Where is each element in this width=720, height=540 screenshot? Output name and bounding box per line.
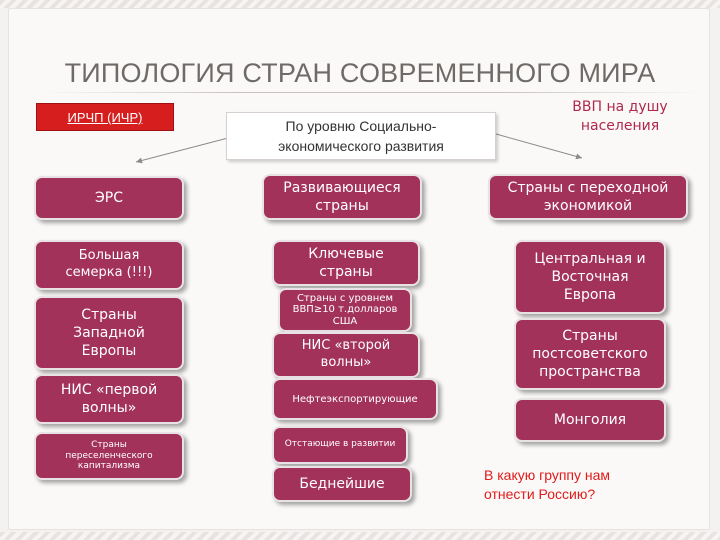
box-western-europe: Страны Западной Европы	[34, 296, 184, 370]
box-big-seven: Большая семерка (!!!)	[34, 240, 184, 290]
box-settler-capitalism: Страны переселенческого капитализма	[34, 432, 184, 480]
box-transition-economies: Страны с переходной экономикой	[488, 174, 688, 220]
arrow-left	[136, 138, 228, 162]
question-russia: В какую группу нам отнести Россию?	[484, 467, 611, 502]
box-lagging-behind: Отстающие в развитии	[272, 426, 408, 464]
box-central-eastern-europe: Центральная и Восточная Европа	[514, 240, 666, 314]
box-nic-second-wave: НИС «второй волны»	[272, 332, 420, 378]
header-socio-economic: По уровню Социально- экономического развития	[226, 112, 496, 160]
box-key-countries: Ключевые страны	[272, 240, 420, 286]
box-post-soviet-space: Страны постсоветского пространства	[514, 318, 666, 390]
slide-title: ТИПОЛОГИЯ СТРАН СОВРЕМЕННОГО МИРА	[64, 58, 656, 88]
header-gdp-per-capita: ВВП на душу населения	[572, 99, 668, 134]
arrow-right	[496, 134, 582, 158]
box-poorest: Беднейшие	[272, 466, 412, 502]
header-hdi: ИРЧП (ИЧР)	[36, 103, 174, 131]
box-mongolia: Монголия	[514, 398, 666, 442]
box-oil-exporting: Нефтеэкспортирующие	[272, 378, 438, 420]
box-gdp-over-10k: Страны с уровнем ВВП≥10 т.долларов США	[278, 288, 412, 332]
box-developing-countries: Развивающиеся страны	[262, 174, 422, 220]
box-ers: ЭРС	[34, 176, 184, 220]
box-nic-first-wave: НИС «первой волны»	[34, 374, 184, 424]
